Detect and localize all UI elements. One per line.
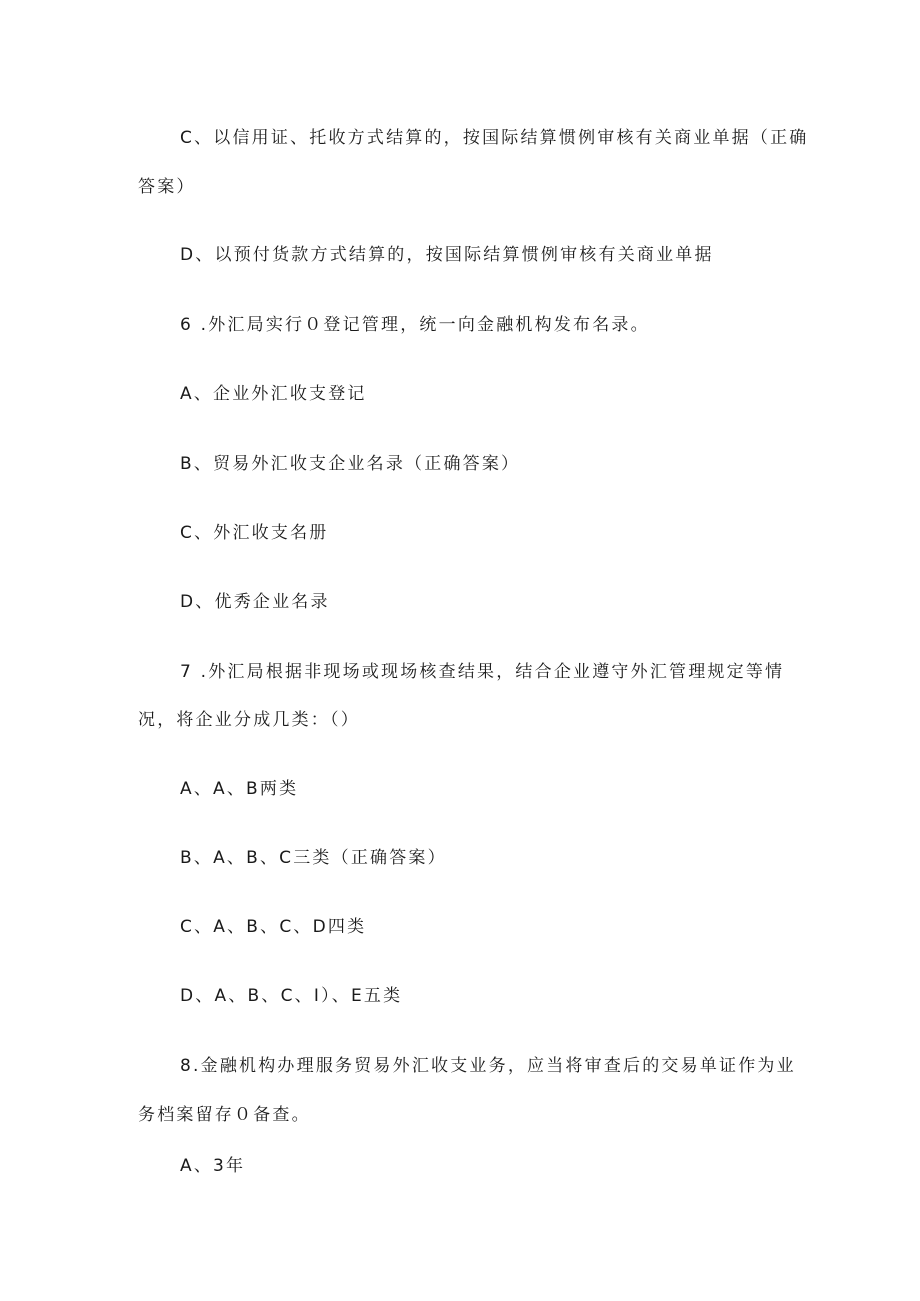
option-d-q7: D、A、B、C、I）、E五类 (180, 986, 403, 1006)
question-7-line1: 7 .外汇局根据非现场或现场核查结果，结合企业遵守外汇管理规定等情 (180, 662, 785, 682)
option-b-q6: B、贸易外汇收支企业名录（正确答案） (180, 454, 521, 474)
option-a-q6: A、企业外汇收支登记 (180, 384, 367, 404)
option-c-q6: C、外汇收支名册 (180, 523, 329, 543)
option-b-q7: B、A、B、C三类（正确答案） (180, 848, 447, 868)
option-c-q7: C、A、B、C、D四类 (180, 917, 367, 937)
option-a-q7: A、A、B两类 (180, 779, 299, 799)
question-8-line1: 8.金融机构办理服务贸易外汇收支业务，应当将审查后的交易单证作为业 (180, 1056, 796, 1076)
option-d-q6: D、优秀企业名录 (180, 592, 330, 612)
option-a-q8: A、3年 (180, 1156, 246, 1176)
option-d-q5: D、以预付货款方式结算的，按国际结算惯例审核有关商业单据 (180, 245, 714, 265)
option-c-q5-line1: C、以信用证、托收方式结算的，按国际结算惯例审核有关商业单据（正确 (180, 128, 809, 148)
question-8-line2: 务档案留存０备查。 (138, 1105, 311, 1125)
question-7-line2: 况，将企业分成几类：（） (138, 710, 360, 730)
question-6: 6 .外汇局实行０登记管理，统一向金融机构发布名录。 (180, 315, 650, 335)
option-c-q5-line2: 答案） (138, 177, 196, 197)
